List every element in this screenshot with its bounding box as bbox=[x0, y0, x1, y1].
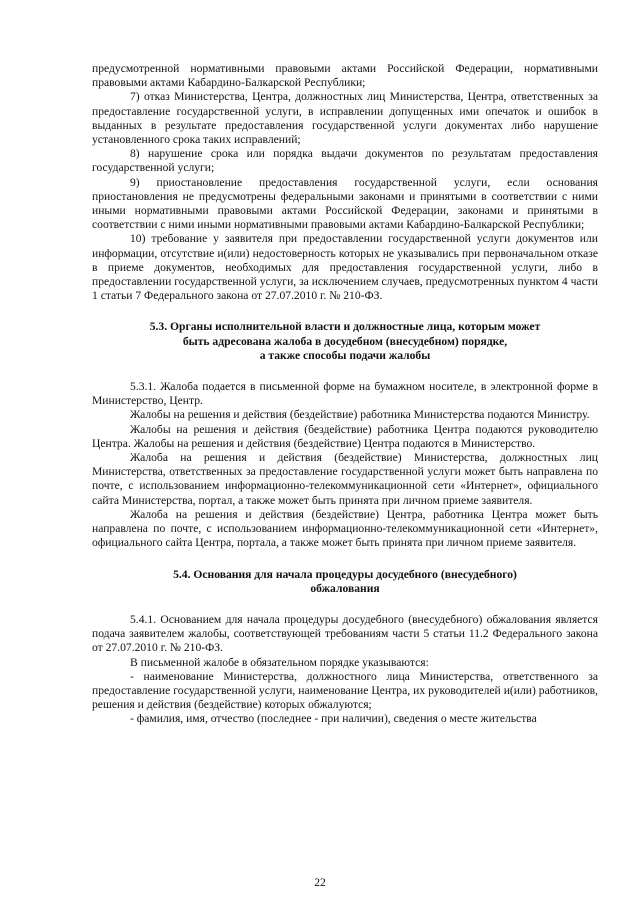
page-content bbox=[92, 62, 598, 727]
paragraph: Жалобы на решения и действия (бездействие) работника Министерства подаются Министру. bbox=[130, 408, 590, 422]
section-heading-5-3 bbox=[92, 320, 598, 363]
list-item-8: 8) нарушение срока или порядка выдачи документов по результатам предоставления государственной услуги; bbox=[92, 147, 598, 175]
heading-line: а также способы подачи жалобы bbox=[259, 348, 431, 362]
heading-line: 5.3. Органы исполнительной власти и должностные лица, которым может bbox=[149, 320, 541, 334]
paragraph: В письменной жалобе в обязательном порядке указываются: bbox=[130, 655, 429, 669]
section-heading-5-4 bbox=[92, 568, 598, 596]
paragraph-continuation: предусмотренной нормативными правовыми актами Российской Федерации, нормативными правовыми актами Кабардино-Балкарской Республики; bbox=[92, 62, 598, 90]
list-item-10: 10) требование у заявителя при предоставлении государственной услуги документов или информации, отсутствие и(или) недостоверность которых не указывались при первоначальном отказе в приеме документов, необходимых для предоставления государственной услуги, либо в предоставлении государственной услуги, за исключением случаев, предусмотренных пунктом 4 части 1 статьи 7 Федерального закона от 27.07.2010 г. № 210-ФЗ. bbox=[92, 232, 598, 303]
paragraph: Жалобы на решения и действия (бездействие) работника Центра подаются руководителю Центра. Жалобы на решения и действия (бездействие) Центра подаются в Министерство. bbox=[92, 422, 598, 450]
heading-line: обжалования bbox=[310, 581, 380, 595]
heading-line: 5.4. Основания для начала процедуры досудебного (внесудебного) bbox=[173, 567, 517, 581]
list-item-dash: - наименование Министерства, должностного лица Министерства, ответственного за предоставление государственной услуги, наименование Центра, их руководителей и(или) работников, решения и действия (бездействие) которых обжалуются; bbox=[92, 669, 598, 712]
list-item-9: 9) приостановление предоставления государственной услуги, если основания приостановления не предусмотрены федеральными законами и принятыми в соответствии с ними иными нормативными правовыми актами Российской Федерации, законами и принятыми в соответствии с ними иными нормативными правовыми актами Кабардино-Балкарской Республики; bbox=[92, 175, 598, 232]
heading-line: быть адресована жалоба в досудебном (внесудебном) порядке, bbox=[182, 334, 508, 348]
list-item-dash: - фамилия, имя, отчество (последнее - при наличии), сведения о месте жительства bbox=[130, 712, 537, 726]
paragraph-5-3-1: 5.3.1. Жалоба подается в письменной форме на бумажном носителе, в электронной форме в Министерство, Центр. bbox=[92, 380, 598, 408]
paragraph: Жалоба на решения и действия (бездействие) Министерства, должностных лиц Министерства, ответственных за предоставление государственной услуги может быть направлена по почте, с использованием информационно-телекоммуникационной сети «Интернет», официального сайта Министерства, портал, а также может быть принята при личном приеме заявителя. bbox=[92, 451, 598, 507]
page-number: 22 bbox=[314, 876, 326, 889]
list-item-7: 7) отказ Министерства, Центра, должностных лиц Министерства, Центра, ответственных за предоставление государственной услуги, в исправлении допущенных ими опечаток и ошибок в выданных в результате предоставления государственной услуги документах либо нарушение установленного срока таких исправлений; bbox=[92, 90, 598, 147]
paragraph-5-4-1: 5.4.1. Основанием для начала процедуры досудебного (внесудебного) обжалования является подача заявителем жалобы, соответствующей требованиям части 5 статьи 11.2 Федерального закона от 27.07.2010 г. № 210-ФЗ. bbox=[92, 612, 598, 655]
paragraph: Жалоба на решения и действия (бездействие) Центра, работника Центра может быть направлена по почте, с использованием информационно-телекоммуникационной сети «Интернет», официального сайта Центра, портала, а также может быть принята при личном приеме заявителя. bbox=[92, 507, 598, 550]
